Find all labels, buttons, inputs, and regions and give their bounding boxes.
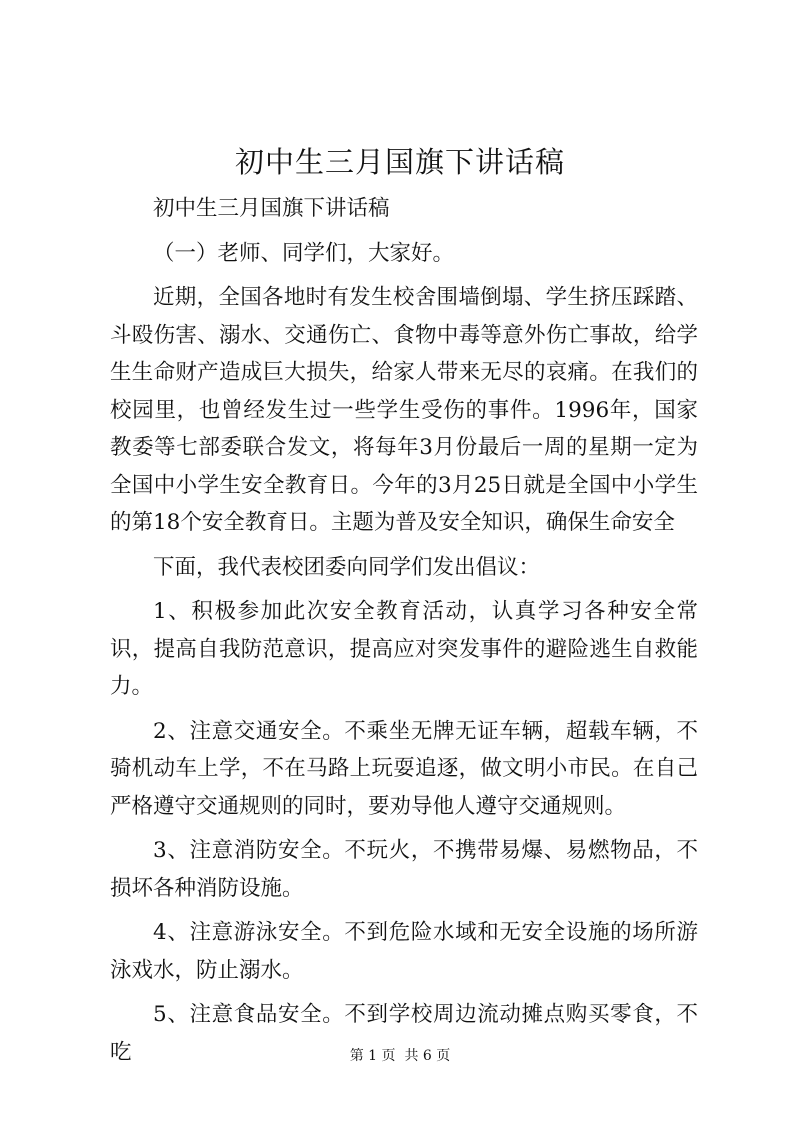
- paragraph-item-4: 4、注意游泳安全。不到危险水域和无安全设施的场所游泳戏水，防止溺水。: [110, 920, 698, 983]
- paragraph-item-3: 3、注意消防安全。不玩火，不携带易爆、易燃物品，不损坏各种消防设施。: [110, 838, 698, 901]
- paragraph-item-2: 2、注意交通安全。不乘坐无牌无证车辆，超载车辆，不骑机动车上学，不在马路上玩耍追逐，做文明小市民。在自己严格遵守交通规则的同时，要劝导他人遵守交通规则。: [110, 718, 698, 819]
- document-title: 初中生三月国旗下讲话稿: [234, 145, 565, 179]
- paragraph-item-1: 1、积极参加此次安全教育活动，认真学习各种安全常识，提高自我防范意识，提高应对突发事件的避险逃生自救能力。: [110, 599, 698, 699]
- paragraph-intro: 近期，全国各地时有发生校舍围墙倒塌、学生挤压踩踏、斗殴伤害、溺水、交通伤亡、食物中毒等意外伤亡事故，给学生生命财产造成巨大损失，给家人带来无尽的哀痛。在我们的校园里，也曾经发生过一些学生受伤的事件。1996年，国家教委等七部委联合发文，将每年3月份最后一周的星期一定为全国中小学生安全教育日。今年的3月25日就是全国中小学生的第18个安全教育日。主题为普及安全知识，确保生命安全: [110, 285, 698, 535]
- paragraph-proposal-lead: 下面，我代表校团委向同学们发出倡议：: [153, 554, 541, 580]
- paragraph-greeting: （一）老师、同学们，大家好。: [153, 240, 455, 266]
- page-number: 第 1 页 共 6 页: [349, 1048, 451, 1064]
- paragraph-subtitle: 初中生三月国旗下讲话稿: [153, 196, 390, 221]
- page-footer: [0, 1046, 800, 1066]
- paragraph-item-5: 5、注意食品安全。不到学校周边流动摊点购买零食，不吃: [110, 1002, 698, 1065]
- document-body: [110, 190, 698, 1078]
